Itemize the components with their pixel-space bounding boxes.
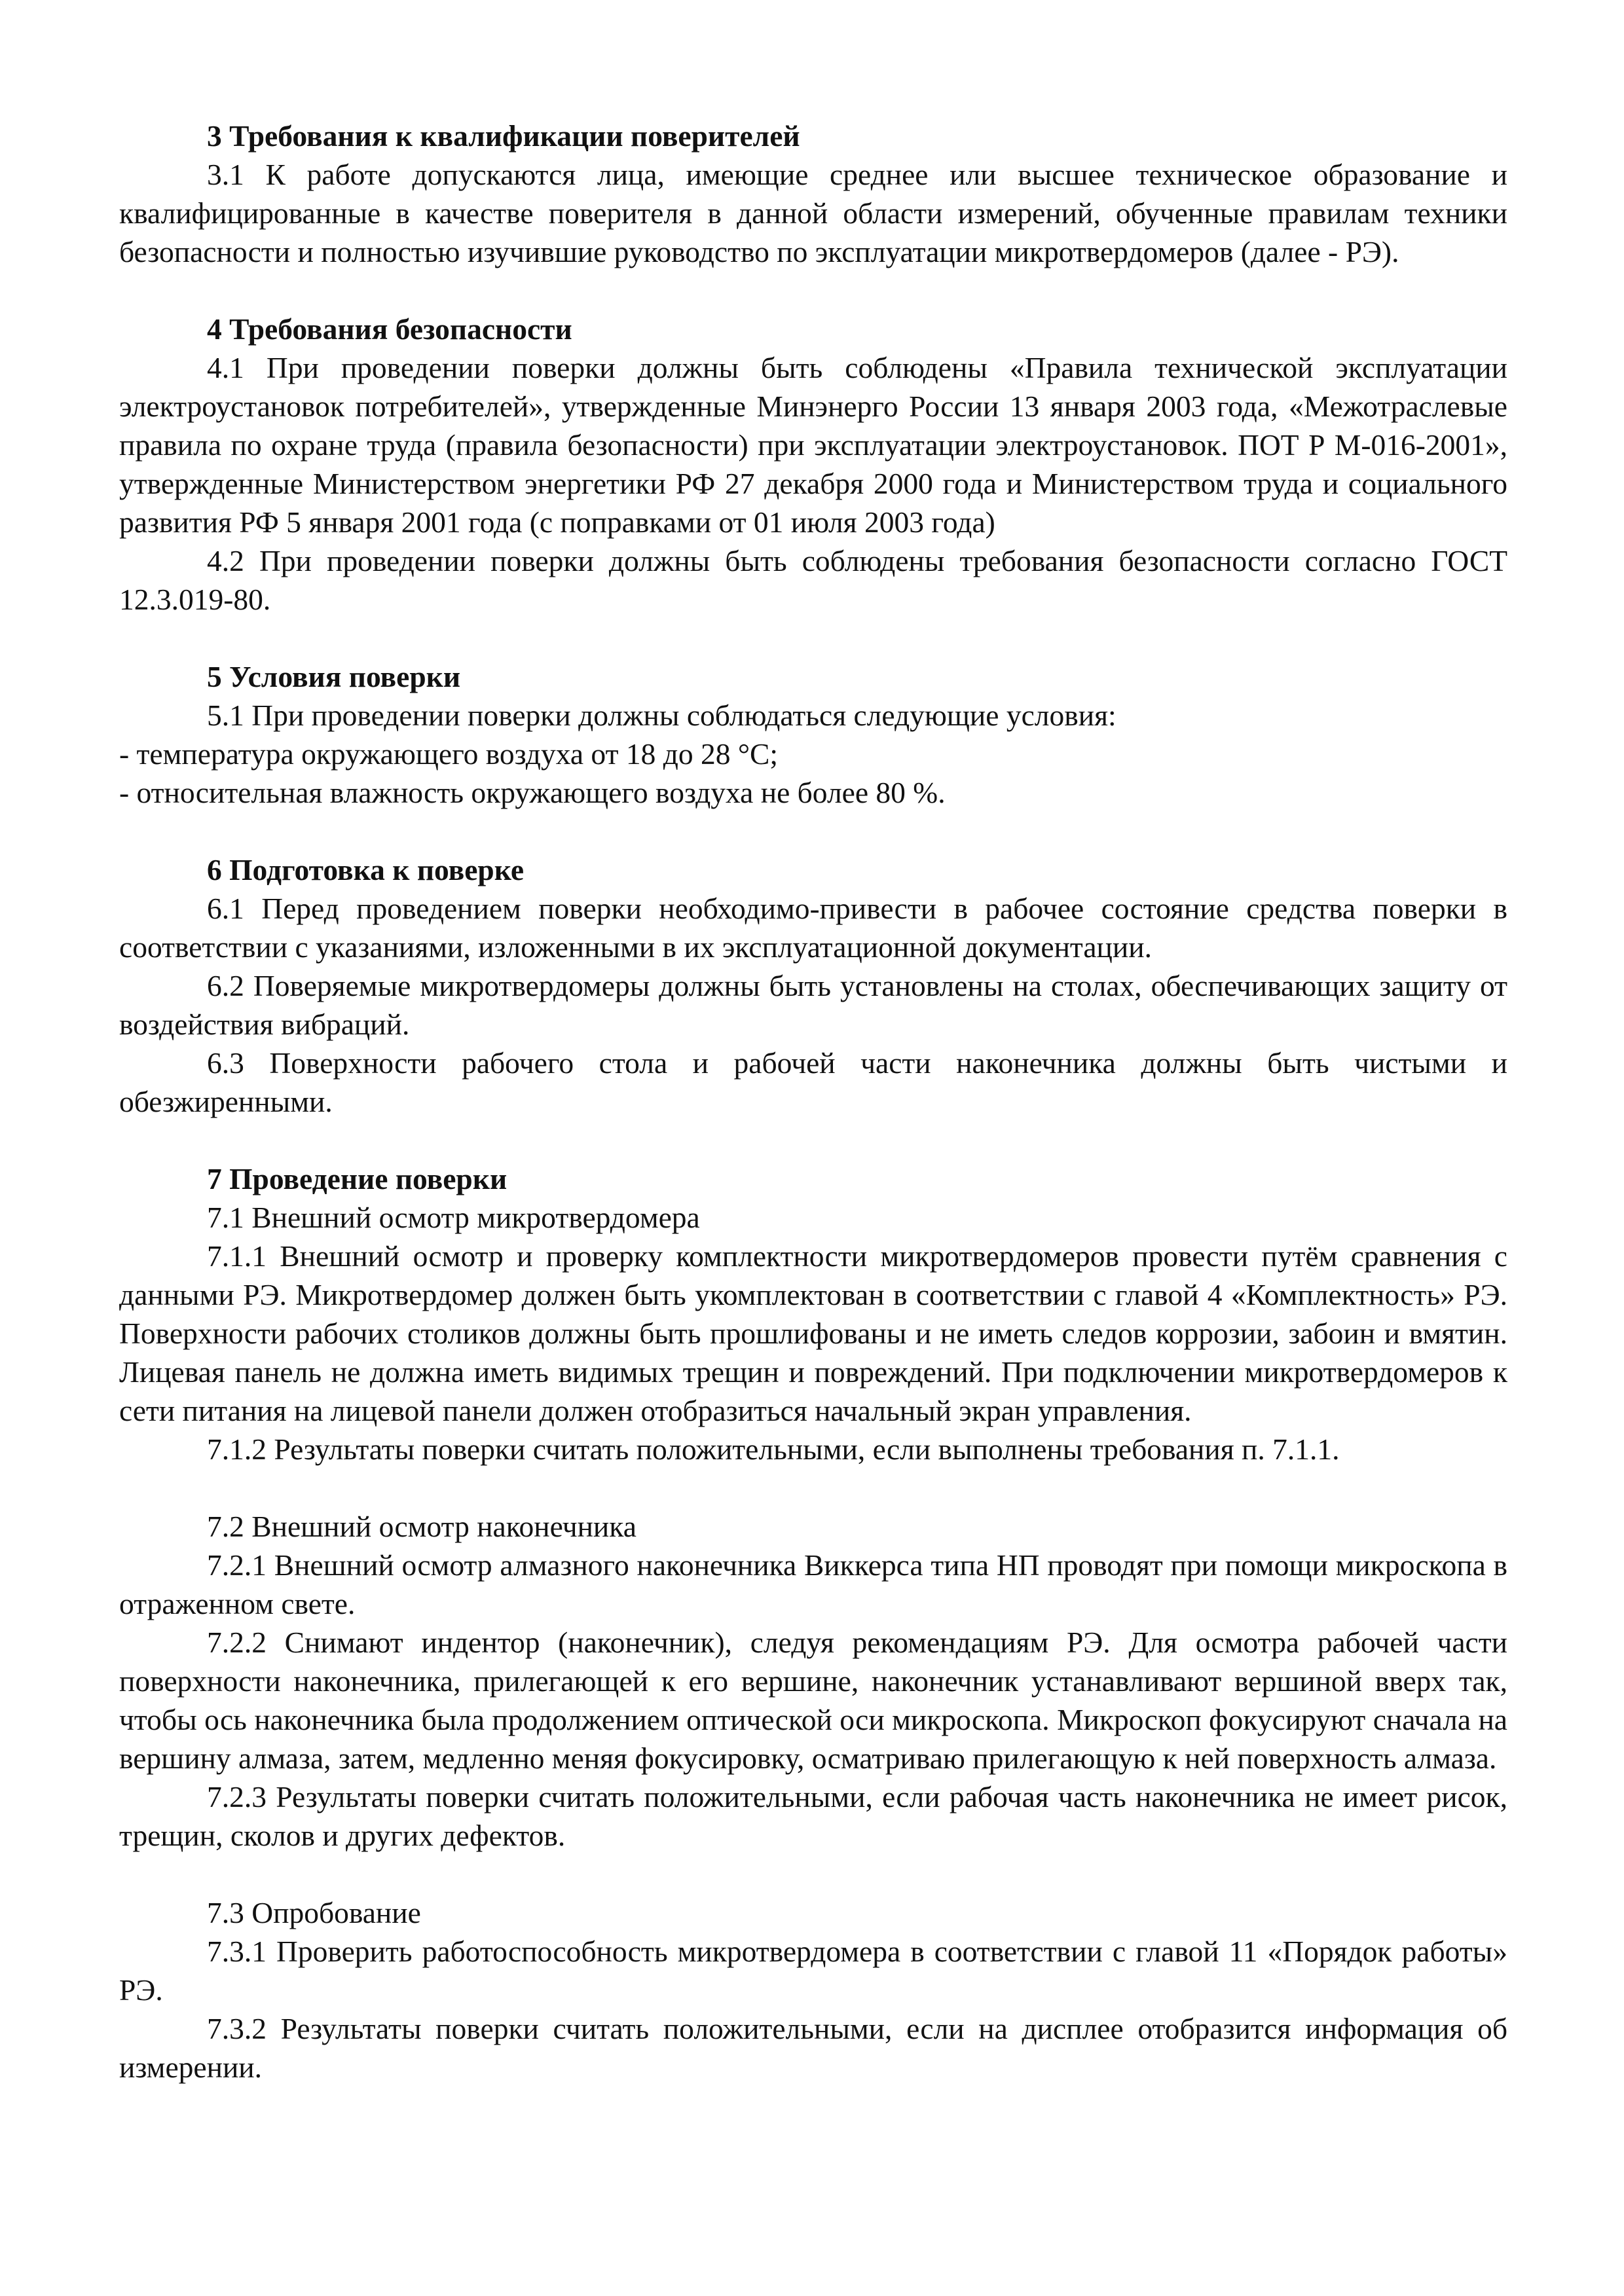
- section-6-heading: 6 Подготовка к поверке: [207, 853, 525, 886]
- section-3: [119, 117, 1507, 271]
- section-3-heading: 3 Требования к квалификации поверителей: [207, 119, 800, 153]
- subheading-7-3: 7.3 Опробование: [207, 1896, 421, 1929]
- condition-temperature: - температура окружающего воздуха от 18 до 28 °С;: [119, 737, 779, 771]
- paragraph-7-3-2: 7.3.2 Результаты поверки считать положительными, если на дисплее отобразится информация об измерении.: [119, 2012, 1507, 2084]
- paragraph-4-2: 4.2 При проведении поверки должны быть соблюдены требования безопасности согласно ГОСТ 12.3.019-80.: [119, 544, 1507, 616]
- paragraph-7-1-1: 7.1.1 Внешний осмотр и проверку комплектности микротвердомеров провести путём сравнения с данными РЭ. Микротвердомер должен быть укомплектован в соответствии с главой 4 «Комплектность» РЭ. Поверхности рабочих столиков должны быть прошлифованы и не иметь следов коррозии, забоин и вмятин. Лицевая панель не должна иметь видимых трещин и повреждений. При подключении микротвердомеров к сети питания на лицевой панели должен отобразиться начальный экран управления.: [119, 1239, 1507, 1427]
- paragraph-5-1: 5.1 При проведении поверки должны соблюдаться следующие условия:: [207, 699, 1116, 732]
- subheading-7-1: 7.1 Внешний осмотр микротвердомера: [207, 1201, 700, 1234]
- spacer: [119, 1468, 1507, 1507]
- paragraph-7-2-3: 7.2.3 Результаты поверки считать положительными, если рабочая часть наконечника не имеет рисок, трещин, сколов и других дефектов.: [119, 1780, 1507, 1852]
- paragraph-7-2-1: 7.2.1 Внешний осмотр алмазного наконечника Виккерса типа НП проводят при помощи микроскопа в отраженном свете.: [119, 1548, 1507, 1620]
- condition-humidity: - относительная влажность окружающего воздуха не более 80 %.: [119, 776, 946, 809]
- section-7-heading: 7 Проведение поверки: [207, 1162, 507, 1195]
- spacer: [119, 1855, 1507, 1893]
- paragraph-7-2-2: 7.2.2 Снимают индентор (наконечник), следуя рекомендациям РЭ. Для осмотра рабочей части поверхности наконечника, прилегающей к его вершине, наконечник устанавливают вершиной вверх так, чтобы ось наконечника была продолжением оптической оси микроскопа. Микроскоп фокусируют сначала на вершину алмаза, затем, медленно меняя фокусировку, осматриваю прилегающую к ней поверхность алмаза.: [119, 1626, 1507, 1775]
- subheading-7-2: 7.2 Внешний осмотр наконечника: [207, 1510, 637, 1543]
- section-5: [119, 657, 1507, 812]
- paragraph-4-1: 4.1 При проведении поверки должны быть соблюдены «Правила технической эксплуатации электроустановок потребителей», утвержденные Минэнерго России 13 января 2003 года, «Межотраслевые правила по охране труда (правила безопасности) при эксплуатации электроустановок. ПОТ Р М-016-2001», утвержденные Министерством энергетики РФ 27 декабря 2000 года и Министерством труда и социального развития РФ 5 января 2001 года (с поправками от 01 июля 2003 года): [119, 351, 1507, 539]
- paragraph-6-3: 6.3 Поверхности рабочего стола и рабочей части наконечника должны быть чистыми и обезжиренными.: [119, 1046, 1507, 1118]
- paragraph-6-2: 6.2 Поверяемые микротвердомеры должны быть установлены на столах, обеспечивающих защиту от воздействия вибраций.: [119, 969, 1507, 1041]
- section-4-heading: 4 Требования безопасности: [207, 312, 572, 346]
- paragraph-7-1-2: 7.1.2 Результаты поверки считать положительными, если выполнены требования п. 7.1.1.: [207, 1432, 1340, 1466]
- section-5-heading: 5 Условия поверки: [207, 660, 461, 693]
- section-6: [119, 850, 1507, 1121]
- paragraph-6-1: 6.1 Перед проведением поверки необходимо-привести в рабочее состояние средства поверки в соответствии с указаниями, изложенными в их эксплуатационной документации.: [119, 892, 1507, 964]
- paragraph-3-1: 3.1 К работе допускаются лица, имеющие среднее или высшее техническое образование и квалифицированные в качестве поверителя в данной области измерений, обученные правилам техники безопасности и полностью изучившие руководство по эксплуатации микротвердомеров (далее - РЭ).: [119, 158, 1507, 268]
- document-page: [119, 117, 1507, 2086]
- section-4: [119, 310, 1507, 619]
- paragraph-7-3-1: 7.3.1 Проверить работоспособность микротвердомера в соответствии с главой 11 «Порядок работы» РЭ.: [119, 1935, 1507, 2007]
- section-7: [119, 1159, 1507, 2086]
